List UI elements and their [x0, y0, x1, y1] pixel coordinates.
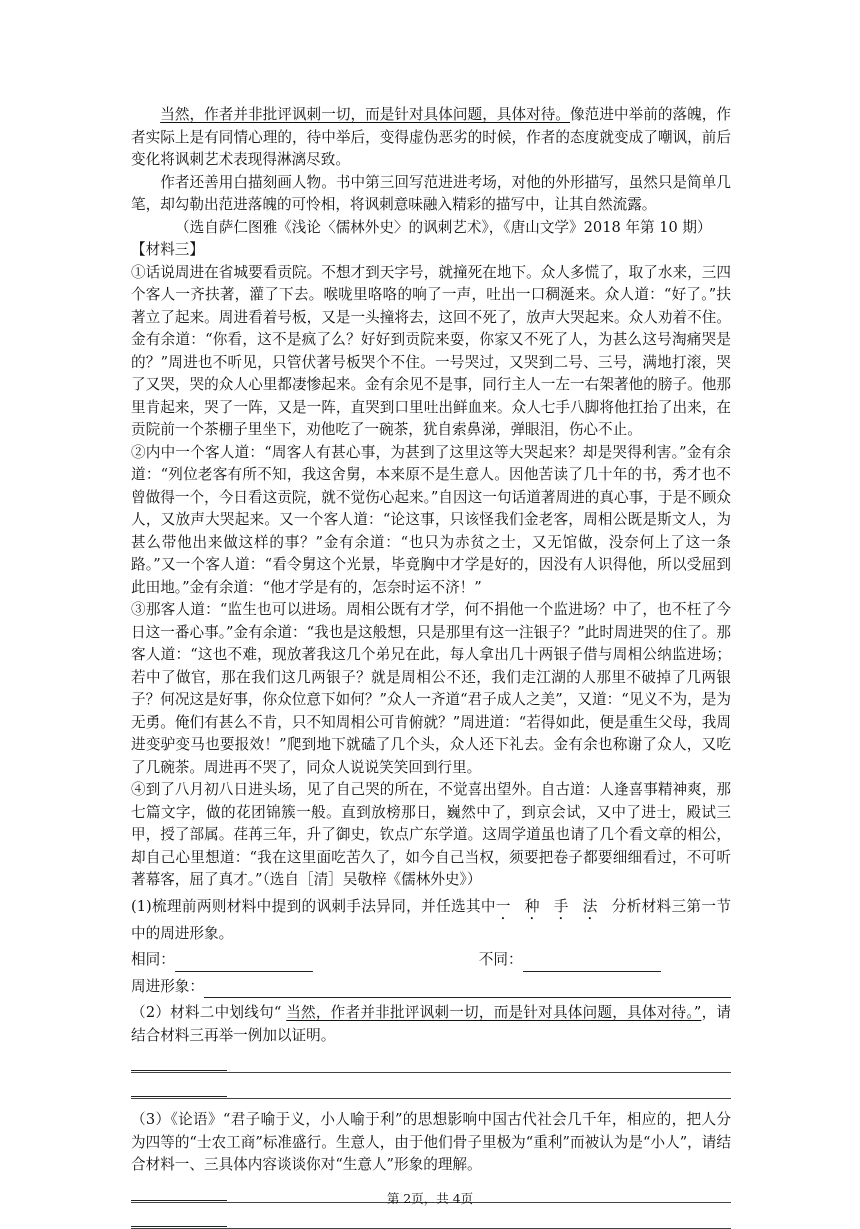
image-answer-blank[interactable] [204, 983, 731, 998]
material2-paragraph-1 [131, 104, 731, 172]
material2-citation: （选自萨仁图雅《浅论〈儒林外史〉的讽刺艺术》，《唐山文学》2018 年第 10 期） [175, 218, 712, 236]
question-2-suffix: ，请结合材料三再举一例加以证明。 [131, 1004, 731, 1044]
emphasis-char: 一 [495, 897, 525, 915]
emphasis-char: 手 [553, 897, 583, 915]
question-2 [131, 1002, 731, 1047]
diff-answer-blank[interactable] [523, 957, 661, 972]
emphasis-char: 种 [524, 897, 554, 915]
same-answer-blank[interactable] [175, 957, 313, 972]
image-label: 周进形象： [131, 977, 204, 995]
material3-paragraph-2: ②内中一个客人道：“周客人有甚心事，为甚到了这里这等大哭起来？却是哭得利害。”金有余道：“列位老客有所不知，我这舍舅，本来原不是生意人。因他苦读了几十年的书，秀才也不曾做得一个，今日看这贡院，就不觉伤心起来。”自因这一句话道著周进的真心事，于是不顾众人，又放声大哭起来。又一个客人道：“论这事，只该怪我们金老客，周相公既是斯文人，为甚么带他出来做这样的事？”金有余道：“也只为赤贫之士，又无馆做，没奈何上了这一条路。”又一个客人道：“看令舅这个光景，毕竟胸中才学是好的，因没有人识得他，所以受屈到此田地。”金有余道：“他才学是有的，怎奈时运不济！” [131, 443, 731, 596]
material3-paragraph-1: ①话说周进在省城要看贡院。不想才到天字号，就撞死在地下。众人多慌了，取了水来，三四个客人一齐扶著，灌了下去。喉咙里咯咯的响了一声，吐出一口稠涎来。众人道：“好了。”扶著立了起来。周进看着号板，又是一头撞将去，这回不死了，放声大哭起来。众人劝着不住。金有余道：“你看，这不是疯了么？好好到贡院来耍，你家又不死了人，为甚么这号淘痛哭是的？”周进也不听见，只管伏著号板哭个不住。一号哭过，又哭到二号、三号，满地打滚，哭了又哭，哭的众人心里都凄惨起来。金有余见不是事，同行主人一左一右架著他的膀子。他那里肯起来，哭了一阵，又是一阵，直哭到口里吐出鲜血来。众人七手八脚将他扛抬了出来，在贡院前一个茶棚子里坐下，劝他吃了一碗茶，犹自索鼻涕，弹眼泪，伤心不止。 [131, 263, 731, 438]
material2-paragraph-2: 作者还善用白描刻画人物。书中第三回写范进进考场，对他的外形描写，虽然只是简单几笔，却勾勒出范进落魄的可怜相，将讽刺意味融入精彩的描写中，让其自然流露。 [131, 173, 731, 213]
question-1-prefix: (1)梳理前两则材料中提到的讽刺手法异同，并任选其中 [131, 897, 496, 915]
material3-paragraph-4: ④到了八月初八日进头场，见了自己哭的所在，不觉喜出望外。自古道：人逢喜事精神爽，那七篇文字，做的花团锦簇一般。直到放榜那日，巍然中了，到京会试，又中了进士，殿试三甲，授了部属。荏苒三年，升了御史，钦点广东学道。这周学道虽也请了几个看文章的相公，却自己心里想道：“我在这里面吃苦久了，如今自己当权，须要把卷子都要细细看过，不可听著幕客，屈了真才。”（选自［清］吴敬梓《儒林外史》） [131, 781, 731, 888]
answer-line[interactable] [131, 1049, 731, 1073]
same-label: 相同： [131, 951, 175, 968]
emphasis-dots [496, 898, 612, 915]
answer-line[interactable] [131, 1075, 731, 1099]
answer-row-same-diff [131, 949, 731, 972]
material3-heading: 【材料三】 [131, 241, 204, 258]
paragraph-text: 像范进中举前的落魄，作者实际上是有同情心理的，待中举后，变得虚伪恶劣的时候，作者的态度就变成了嘲讽，前后变化将讽刺艺术表现得淋漓尽致。 [131, 106, 731, 168]
diff-label: 不同： [478, 951, 523, 968]
answer-row-image [131, 976, 731, 999]
page-content [131, 104, 731, 1229]
material3-paragraph-3: ③那客人道：“监生也可以进场。周相公既有才学，何不捐他一个监进场？中了，也不枉了今日这一番心事。”金有余道：“我也是这般想，只是那里有这一注银子？”此时周进哭的住了。那客人道：“这也不难，现放著我这几个弟兄在此，每人拿出几十两银子借与周相公纳监进场；若中了做官，那在我们这几两银子？就是周相公不还，我们走江湖的人那里不破掉了几两银子？何况这是好事，你众位意下如何？”众人一齐道“君子成人之美”，又道：“见义不为，是为无勇。俺们有甚么不肯，只不知周相公可肯俯就？”周进道：“若得如此，便是重生父母，我周进变驴变马也要报效！”爬到地下就磕了几个头，众人还下礼去。金有余也称谢了众人，又吃了几碗茶。周进再不哭了，同众人说说笑笑回到行里。 [131, 601, 731, 776]
question-2-prefix: （2）材料二中划线句“ [131, 1004, 287, 1021]
question-3: （3）《论语》“君子喻于义，小人喻于利”的思想影响中国古代社会几千年，相应的，把人分为四等的“士农工商”标准盛行。生意人，由于他们骨子里极为“重利”而被认为是“小人”，请结合材料一、三具体内容谈谈你对“生意人”形象的理解。 [131, 1111, 731, 1173]
question-1 [131, 896, 731, 946]
question-2-underlined: 当然，作者并非批评讽刺一切，而是针对具体问题，具体对待。” [286, 1004, 702, 1021]
page-footer: 第 2页，共 4页 [386, 1191, 474, 1206]
emphasis-char: 法 [582, 897, 612, 915]
question-1-suffix: 分析材料三第一节中的周进形象。 [131, 897, 731, 942]
underlined-sentence: 当然，作者并非批评讽刺一切，而是针对具体问题，具体对待。 [160, 106, 571, 123]
